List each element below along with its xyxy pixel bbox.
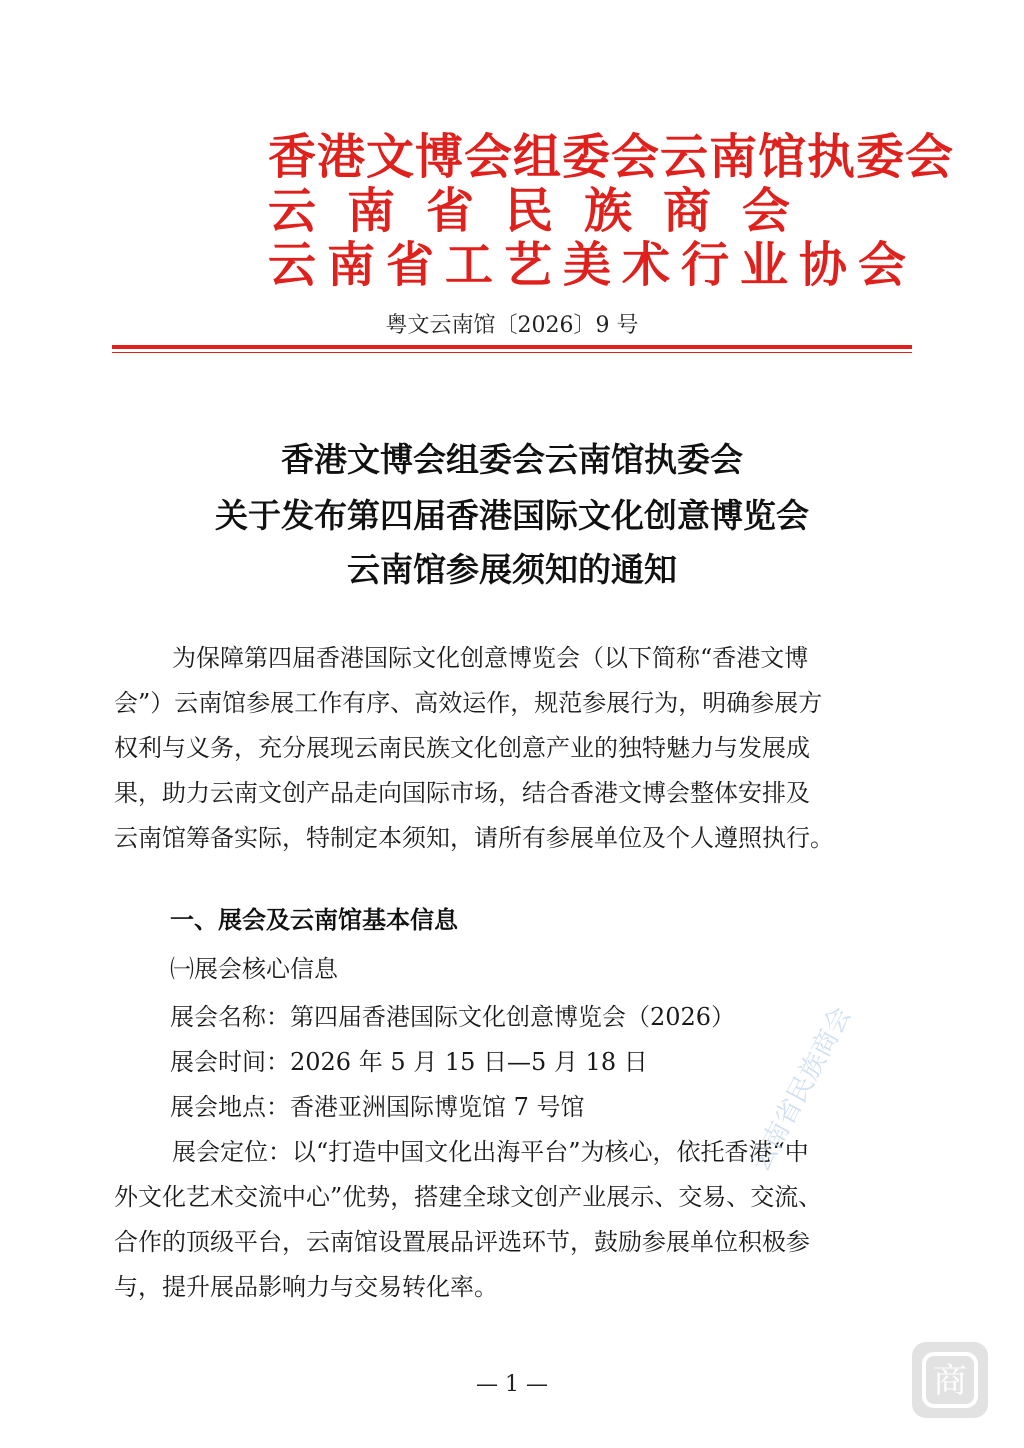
header-divider-thick xyxy=(112,345,912,349)
watermark-text: 云南省民族商会 xyxy=(745,1002,858,1177)
intro-line-4: 果，助力云南文创产品走向国际市场，结合香港文博会整体安排及 xyxy=(114,779,810,807)
positioning-line-4: 与，提升展品影响力与交易转化率。 xyxy=(114,1273,498,1301)
info-exhibition-venue: 展会地点：香港亚洲国际博览馆 7 号馆 xyxy=(170,1093,585,1121)
logo-char: 商 xyxy=(933,1361,967,1401)
watermark-logo-icon xyxy=(912,1342,988,1418)
intro-line-3: 权利与义务，充分展现云南民族文化创意产业的独特魅力与发展成 xyxy=(114,734,810,762)
section-heading-1: 一、展会及云南馆基本信息 xyxy=(170,906,458,934)
intro-line-1: 为保障第四届香港国际文化创意博览会（以下简称“香港文博 xyxy=(172,644,809,672)
info-exhibition-name: 展会名称：第四届香港国际文化创意博览会（2026） xyxy=(170,1003,736,1031)
document-number: 粤文云南馆〔2026〕9 号 xyxy=(385,313,639,338)
header-org-line-2: 云南省民族商会 xyxy=(268,183,822,239)
positioning-line-1: 展会定位：以“打造中国文化出海平台”为核心，依托香港“中 xyxy=(172,1138,809,1166)
logo-badge-graphic xyxy=(920,1350,980,1410)
header-divider-thin xyxy=(112,352,912,353)
intro-line-2: 会”）云南馆参展工作有序、高效运作，规范参展行为，明确参展方 xyxy=(114,689,823,717)
positioning-line-3: 合作的顶级平台，云南馆设置展品评选环节，鼓励参展单位积极参 xyxy=(114,1228,810,1256)
header-org-line-3: 云南省工艺美术行业协会 xyxy=(268,237,918,293)
title-line-1: 香港文博会组委会云南馆执委会 xyxy=(281,440,743,479)
positioning-line-2: 外文化艺术交流中心”优势，搭建全球文创产业展示、交易、交流、 xyxy=(114,1183,823,1211)
sub-heading-1: ㈠展会核心信息 xyxy=(170,955,338,983)
title-line-3: 云南馆参展须知的通知 xyxy=(347,550,677,589)
intro-line-5: 云南馆筹备实际，特制定本须知，请所有参展单位及个人遵照执行。 xyxy=(114,824,834,852)
info-exhibition-date: 展会时间：2026 年 5 月 15 日—5 月 18 日 xyxy=(170,1048,648,1076)
title-line-2: 关于发布第四届香港国际文化创意博览会 xyxy=(215,496,809,535)
page-number: — 1 — xyxy=(476,1372,548,1397)
header-org-line-1: 香港文博会组委会云南馆执委会 xyxy=(268,129,955,185)
